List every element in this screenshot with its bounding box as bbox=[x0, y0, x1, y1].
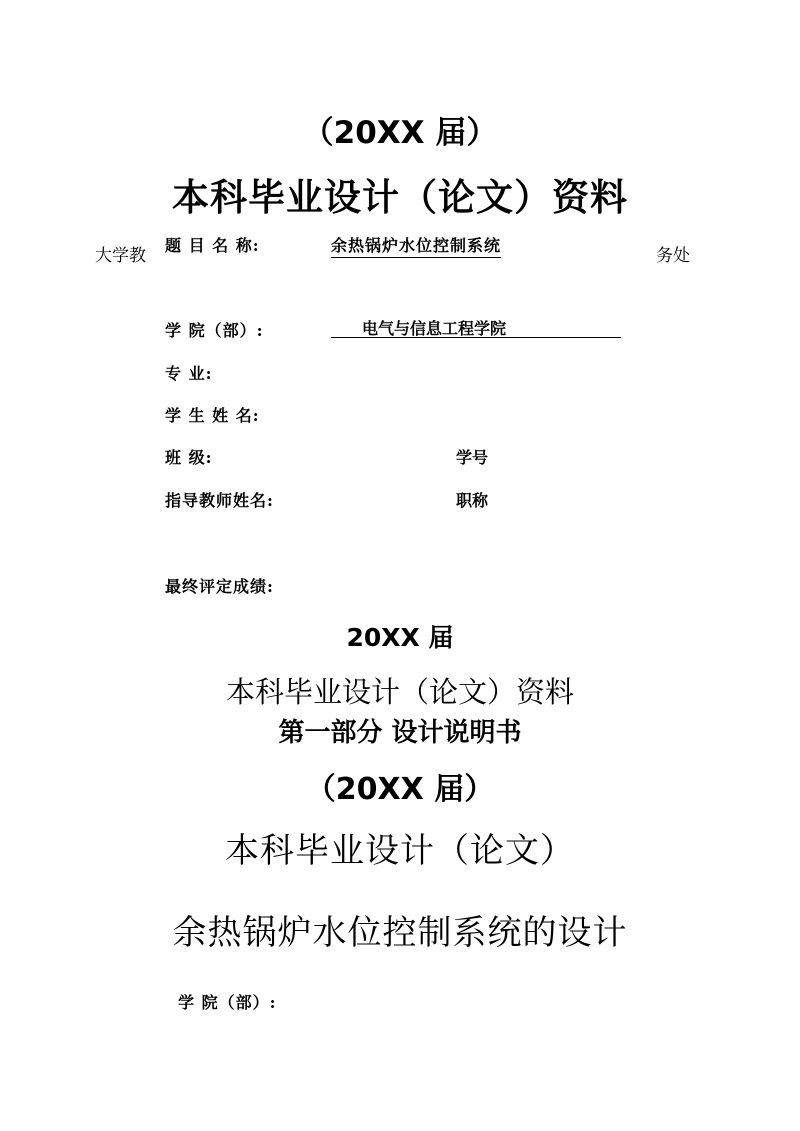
student-id-label: 学号 bbox=[456, 448, 489, 467]
topic-label: 题 目 名 称: bbox=[165, 236, 260, 255]
final-grade-label: 最终评定成绩: bbox=[165, 577, 274, 596]
cover-session: （20XX 届） bbox=[302, 115, 498, 151]
student-name-label: 学 生 姓 名: bbox=[165, 406, 260, 425]
cover-title: 本科毕业设计（论文）资料 bbox=[172, 176, 628, 219]
right-edge-text: 务处 bbox=[656, 246, 690, 266]
class-label: 班 级: bbox=[165, 448, 213, 467]
section2-session: 20XX 届 bbox=[346, 623, 454, 652]
section2-title: 本科毕业设计（论文）资料 bbox=[225, 675, 574, 709]
left-edge-text: 大学教 bbox=[95, 246, 146, 266]
section3-session: （20XX 届） bbox=[305, 772, 495, 807]
college-value: 电气与信息工程学院 bbox=[362, 319, 507, 338]
advisor-label: 指导教师姓名: bbox=[165, 491, 274, 510]
advisor-title-label: 职称 bbox=[456, 491, 489, 510]
major-label: 专 业: bbox=[165, 364, 213, 383]
section2-part-heading: 第一部分 设计说明书 bbox=[278, 718, 522, 748]
college-label: 学 院（部）: bbox=[165, 321, 264, 340]
section3-college-label: 学 院（部）: bbox=[178, 993, 277, 1012]
topic-value: 余热锅炉水位控制系统 bbox=[331, 233, 501, 258]
section3-title: 本科毕业设计（论文） bbox=[225, 831, 575, 871]
section3-topic: 余热锅炉水位控制系统的设计 bbox=[172, 913, 628, 953]
